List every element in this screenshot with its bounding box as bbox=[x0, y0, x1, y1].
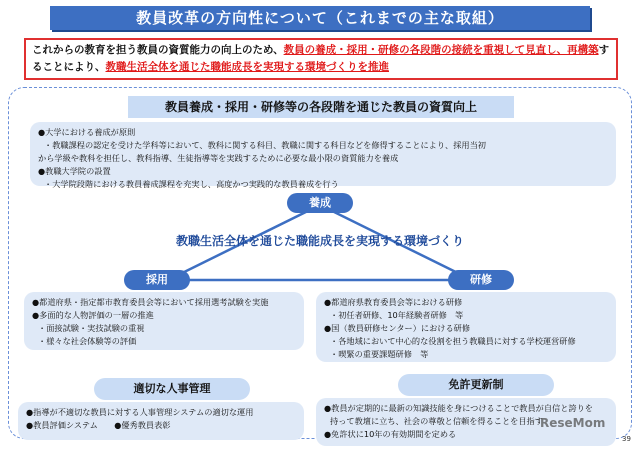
intro-part3: することにより、 bbox=[32, 44, 610, 73]
pd-line: ●都道府県教育委員会等における研修 bbox=[324, 297, 463, 307]
intro-highlight-1: 教員の養成・採用・研修の各段階の接続を重視して見直し、再構築 bbox=[283, 44, 599, 56]
personnel-label: 適切な人事管理 bbox=[94, 378, 250, 400]
intro-highlight-2: 教職生活全体を通じた職能成長を実現する環境づくりを推進 bbox=[105, 61, 389, 73]
intro-part1: これからの教育を担う教員の資質能力の向上のため、 bbox=[32, 44, 284, 56]
page-number: 39 bbox=[622, 435, 631, 443]
personnel-line: ●教員評価システム ●優秀教員表彰 bbox=[26, 420, 171, 430]
training-line: ●教職大学院の設置 bbox=[38, 166, 111, 176]
license-line: ●教員が定期的に最新の知識技能を身につけることで教員が自信と誇りを bbox=[324, 403, 593, 413]
hiring-line: ●多面的な人物評価の一層の推進 bbox=[32, 310, 154, 320]
personnel-line: ●指導が不適切な教員に対する人事管理システムの適切な運用 bbox=[26, 407, 254, 417]
section-banner: 教員養成・採用・研修等の各段階を通じた教員の資質向上 bbox=[128, 96, 514, 118]
hiring-line: ●都道府県・指定都市教育委員会等において採用選考試験を実施 bbox=[32, 297, 269, 307]
page-title: 教員改革の方向性について（これまでの主な取組） bbox=[50, 6, 590, 30]
node-hiring: 採用 bbox=[124, 270, 190, 290]
hiring-line: ・面接試験・実技試験の重視 bbox=[38, 323, 145, 333]
license-label: 免許更新制 bbox=[398, 374, 554, 396]
hiring-box bbox=[24, 292, 304, 350]
node-training: 養成 bbox=[287, 193, 353, 213]
license-line: ●免許状に10年の有効期間を定める bbox=[324, 429, 457, 439]
training-line: ●大学における養成が原則 bbox=[38, 127, 136, 137]
hiring-line: ・様々な社会体験等の評価 bbox=[38, 336, 137, 346]
training-line: ・大学院段階における教員養成課程を充実し、高度かつ実践的な教員養成を行う bbox=[44, 179, 339, 189]
node-professional-development: 研修 bbox=[448, 270, 514, 290]
pd-line: ・喫緊の重要課題研修 等 bbox=[330, 349, 429, 359]
pd-line: ・各地域において中心的な役割を担う教職員に対する学校運営研修 bbox=[330, 336, 576, 346]
pd-line: ●国（教員研修センター）における研修 bbox=[324, 323, 471, 333]
triangle-center-text: 教職生活全体を通じた職能成長を実現する環境づくり bbox=[175, 234, 464, 248]
professional-development-box bbox=[316, 292, 616, 362]
personnel-box bbox=[18, 402, 304, 440]
license-line: 持って教壇に立ち、社会の尊敬と信頼を得ることを目指す bbox=[330, 416, 543, 426]
training-line: から学級や教科を担任し、教科指導、生徒指導等を実践するために必要な最小限の資質能力を養成 bbox=[38, 153, 399, 163]
watermark-logo: ReseMom bbox=[540, 416, 606, 430]
pd-line: ・初任者研修、10年経験者研修 等 bbox=[330, 310, 464, 320]
training-line: ・教職課程の認定を受けた学科等において、教科に関する科目、教職に関する科目などを修得することにより、採用当初 bbox=[44, 140, 486, 150]
